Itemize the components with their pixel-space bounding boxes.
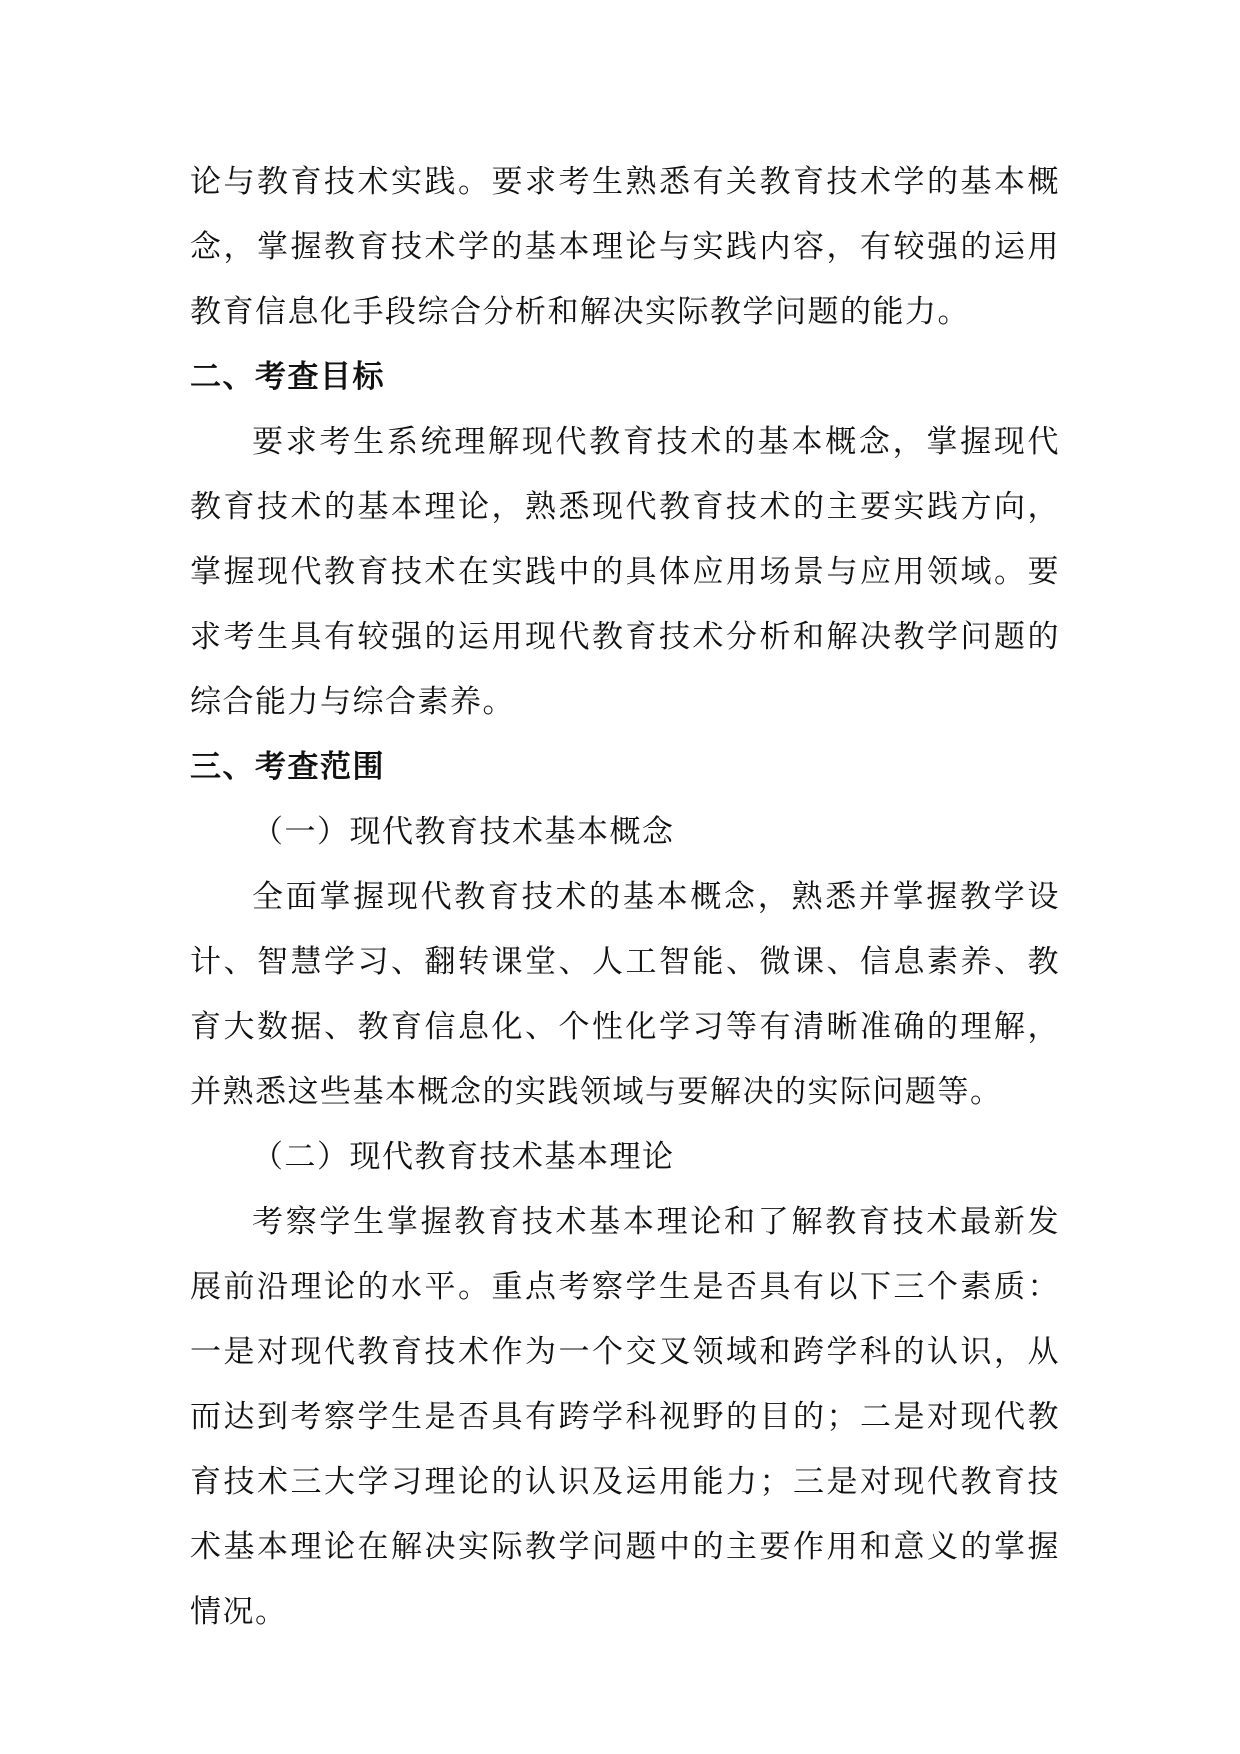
section-heading-scope: 三、考查范围 — [190, 749, 385, 785]
section-heading-goals: 二、考查目标 — [190, 359, 385, 395]
document-page — [190, 150, 1060, 1645]
intro-paragraph: 论与教育技术实践。要求考生熟悉有关教育技术学的基本概念，掌握教育技术学的基本理论与实践内容，有较强的运用教育信息化手段综合分析和解决实际教学问题的能力。 — [190, 164, 1060, 330]
theory-paragraph: 考察学生掌握教育技术基本理论和了解教育技术最新发展前沿理论的水平。重点考察学生是否具有以下三个素质：一是对现代教育技术作为一个交叉领域和跨学科的认识，从而达到考察学生是否具有跨学科视野的目的；二是对现代教育技术三大学习理论的认识及运用能力；三是对现代教育技术基本理论在解决实际教学问题中的主要作用和意义的掌握情况。 — [190, 1204, 1060, 1630]
subsection-heading-concepts: （一）现代教育技术基本概念 — [252, 814, 675, 850]
subsection-heading-theory: （二）现代教育技术基本理论 — [252, 1139, 675, 1175]
concepts-paragraph: 全面掌握现代教育技术的基本概念，熟悉并掌握教学设计、智慧学习、翻转课堂、人工智能、微课、信息素养、教育大数据、教育信息化、个性化学习等有清晰准确的理解，并熟悉这些基本概念的实践领域与要解决的实际问题等。 — [190, 879, 1060, 1110]
goals-paragraph: 要求考生系统理解现代教育技术的基本概念，掌握现代教育技术的基本理论，熟悉现代教育技术的主要实践方向，掌握现代教育技术在实践中的具体应用场景与应用领域。要求考生具有较强的运用现代教育技术分析和解决教学问题的综合能力与综合素养。 — [190, 424, 1060, 720]
